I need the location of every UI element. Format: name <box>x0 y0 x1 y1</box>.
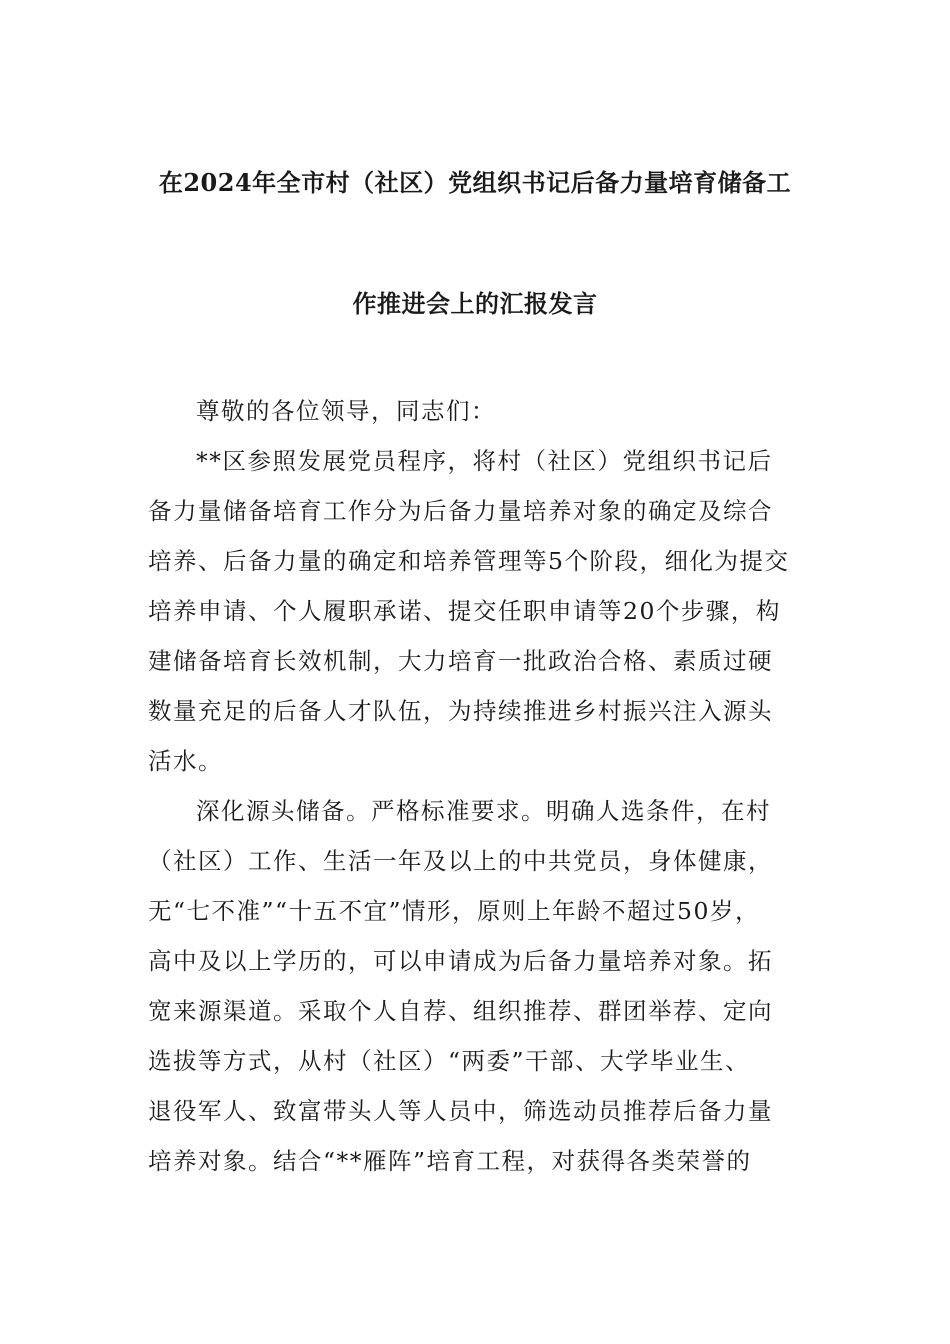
paragraph-1-line: 培养申请、个人履职承诺、提交任职申请等20个步骤，构 <box>148 597 781 625</box>
paragraph-2-line: 培养对象。结合“**雁阵”培育工程，对获得各类荣誉的 <box>148 1147 752 1175</box>
paragraph-2-line: 无“七不准”“十五不宜”情形，原则上年龄不超过50岁， <box>148 897 760 925</box>
paragraph-2-line: 宽来源渠道。采取个人自荐、组织推荐、群团举荐、定向 <box>148 997 773 1025</box>
document-title-line-1: 在2024年全市村（社区）党组织书记后备力量培育储备工 <box>158 168 792 197</box>
paragraph-1-line: 数量充足的后备人才队伍，为持续推进乡村振兴注入源头 <box>148 697 773 725</box>
paragraph-2-line: 选拔等方式，从村（社区）“两委”干部、大学毕业生、 <box>148 1047 751 1075</box>
paragraph-1-line: 培养、后备力量的确定和培养管理等5个阶段，细化为提交 <box>148 547 790 575</box>
paragraph-2-line: 高中及以上学历的，可以申请成为后备力量培养对象。拓 <box>148 947 773 975</box>
paragraph-2-line: 退役军人、致富带头人等人员中，筛选动员推荐后备力量 <box>148 1097 773 1125</box>
paragraph-1-line: 建储备培育长效机制，大力培育一批政治合格、素质过硬 <box>148 647 773 675</box>
greeting: 尊敬的各位领导，同志们： <box>196 397 496 425</box>
paragraph-1-line: 活水。 <box>148 747 223 775</box>
document-body <box>148 386 833 1186</box>
paragraph-1-line: 备力量储备培育工作分为后备力量培养对象的确定及综合 <box>148 497 773 525</box>
paragraph-2-line: （社区）工作、生活一年及以上的中共党员，身体健康， <box>148 847 773 875</box>
paragraph-1-line: **区参照发展党员程序，将村（社区）党组织书记后 <box>196 447 773 475</box>
paragraph-2-line: 深化源头储备。严格标准要求。明确人选条件，在村 <box>196 797 771 825</box>
document-title-line-2: 作推进会上的汇报发言 <box>352 289 598 318</box>
